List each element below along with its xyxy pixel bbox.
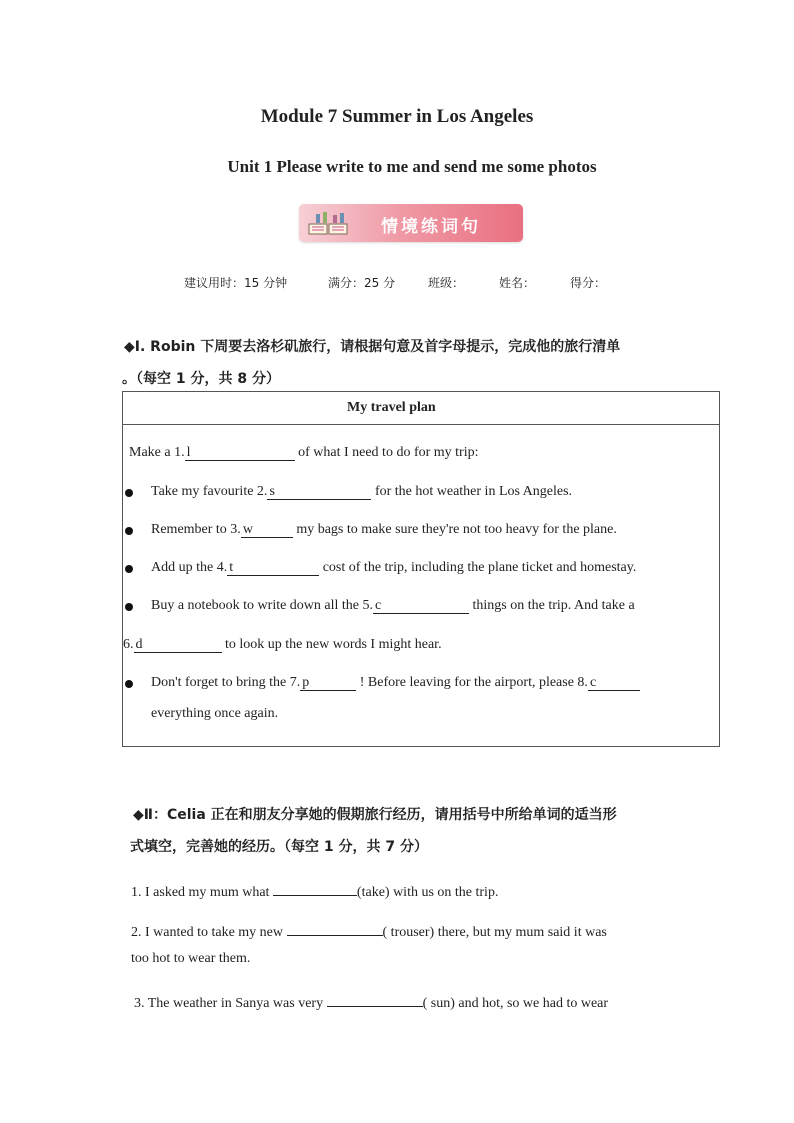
class-field: 班级：: [428, 276, 465, 290]
table-title: My travel plan: [347, 400, 436, 415]
plan-line-8: everything once again.: [151, 706, 279, 721]
section1-heading: ◆I. Robin 下周要去洛杉矶旅行，请根据句意及首字母提示，完成他的旅行清单: [124, 339, 621, 355]
bullet: [125, 680, 133, 688]
blank-5[interactable]: c: [373, 598, 469, 614]
page-subtitle: Unit 1 Please write to me and send me some photos: [227, 157, 597, 176]
plan-line-6: 6. d to look up the new words I might hear.: [123, 637, 442, 652]
blank-1[interactable]: l: [185, 445, 295, 461]
book-icon: [307, 210, 351, 236]
plan-line-2: Take my favourite 2. s for the hot weather in Los Angeles.: [151, 484, 573, 499]
bullet: [125, 603, 133, 611]
travel-plan-table: [122, 391, 720, 747]
blank-3[interactable]: w: [241, 522, 293, 538]
q3-blank[interactable]: [327, 991, 423, 1007]
blank-8[interactable]: c: [588, 675, 640, 691]
section1-heading-cont: 。（每空 1 分，共 8 分）: [122, 371, 280, 387]
section2-heading-cont: 式填空，完善她的经历。（每空 1 分，共 7 分）: [130, 839, 428, 855]
page-title: Module 7 Summer in Los Angeles: [260, 106, 534, 127]
q2-blank[interactable]: [287, 920, 383, 936]
full-score: 满分：25 分: [328, 276, 396, 290]
banner-label: 情境练词句: [381, 217, 481, 237]
suggested-time: 建议用时：15 分钟: [184, 276, 288, 290]
name-field: 姓名：: [499, 276, 536, 290]
score-field: 得分：: [570, 276, 607, 290]
section2-heading: ◆Ⅱ：Celia 正在和朋友分享她的假期旅行经历，请用括号中所给单词的适当形: [133, 807, 617, 823]
bullet: [125, 565, 133, 573]
plan-line-5: Buy a notebook to write down all the 5. c things on the trip. And take a: [151, 598, 635, 613]
section-banner: [299, 204, 523, 242]
blank-4[interactable]: t: [227, 560, 319, 576]
q1-blank[interactable]: [273, 880, 357, 896]
question-3: 3. The weather in Sanya was very ( sun) and hot, so we had to wear: [134, 991, 608, 1012]
blank-2[interactable]: s: [267, 484, 371, 500]
blank-6[interactable]: d: [134, 637, 222, 653]
question-2: 2. I wanted to take my new ( trouser) there, but my mum said it was: [131, 920, 607, 941]
question-1: 1. I asked my mum what (take) with us on the trip.: [131, 880, 498, 901]
info-row: [184, 274, 606, 291]
blank-7[interactable]: p: [300, 675, 356, 691]
plan-line-1: Make a 1. l of what I need to do for my trip:: [129, 445, 479, 460]
question-2-cont: too hot to wear them.: [131, 951, 251, 966]
plan-line-3: Remember to 3. w my bags to make sure they're not too heavy for the plane.: [151, 522, 617, 537]
plan-line-7: Don't forget to bring the 7. p ! Before leaving for the airport, please 8. c: [151, 675, 640, 691]
bullet: [125, 527, 133, 535]
bullet: [125, 489, 133, 497]
plan-line-4: Add up the 4. t cost of the trip, including the plane ticket and homestay.: [151, 560, 637, 575]
table-header: [123, 392, 719, 425]
